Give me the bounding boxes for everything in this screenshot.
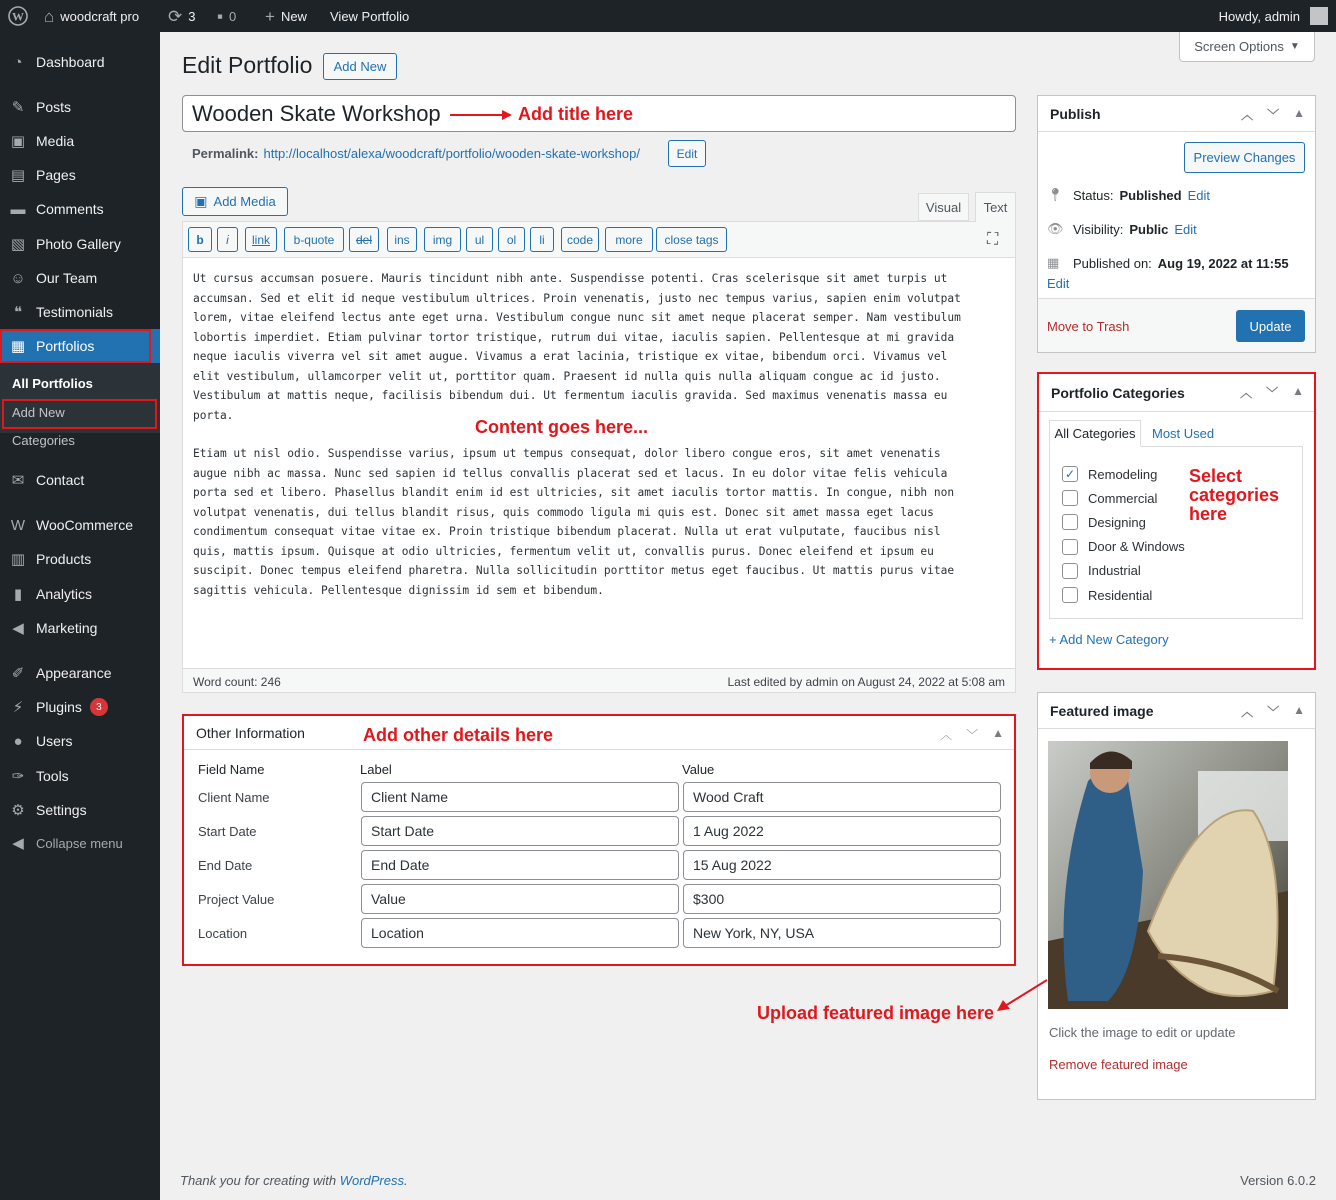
field-name-3: Project Value xyxy=(198,892,275,907)
category-designing[interactable] xyxy=(1062,514,1146,530)
field-name-4: Location xyxy=(198,926,248,941)
plugin-icon: ⚡ xyxy=(12,699,24,716)
permalink-edit-button[interactable]: Edit xyxy=(668,140,706,167)
quicktag-img-button[interactable]: img xyxy=(424,227,461,252)
footer-version: Version 6.0.2 xyxy=(1240,1173,1316,1188)
categories-annotation: Select categories here xyxy=(1189,466,1280,524)
sidebar-item-comments[interactable] xyxy=(0,192,160,226)
content-line: quis, mattis ipsum. Quisque at odio ultricies, fermentum velit ut, convallis purus. Donec eleifend et ipsum eu xyxy=(193,544,934,558)
featured-image[interactable] xyxy=(1048,741,1288,1009)
chevron-up-icon[interactable]: ︿ xyxy=(1241,705,1254,719)
category-door-windows[interactable] xyxy=(1062,539,1185,555)
sidebar-item-label: Marketing xyxy=(36,620,98,636)
move-to-trash-link[interactable]: Move to Trash xyxy=(1047,319,1130,334)
category-residential[interactable] xyxy=(1062,587,1152,603)
chevron-up-icon[interactable]: ︿ xyxy=(940,728,953,742)
chevron-down-icon[interactable]: ﹀ xyxy=(1267,705,1280,719)
quicktag-link-button[interactable]: link xyxy=(245,227,277,252)
sidebar-item-label: Posts xyxy=(36,99,72,115)
label-input-1[interactable] xyxy=(361,816,679,846)
quicktag-ul-button[interactable]: ul xyxy=(466,227,493,252)
sidebar-item-collapse-menu[interactable] xyxy=(0,826,160,860)
sidebar-item-settings[interactable] xyxy=(0,793,160,827)
published-value: Aug 19, 2022 at 11:55 xyxy=(1157,255,1289,271)
sidebar-item-label: Photo Gallery xyxy=(36,236,121,252)
value-input-0[interactable] xyxy=(683,782,1001,812)
header-value: Value xyxy=(682,762,715,777)
chevron-up-icon[interactable]: ︿ xyxy=(1241,108,1254,122)
category-checkbox[interactable] xyxy=(1062,587,1078,603)
view-portfolio-link[interactable] xyxy=(330,0,409,32)
content-line: porta sed et libero. Phasellus blandit enim id est ultricies, sit amet iaculis tortor mattis. In congue, nibh non xyxy=(193,486,955,499)
chevron-down-icon[interactable]: ﹀ xyxy=(1266,386,1279,400)
update-button[interactable]: Update xyxy=(1236,310,1305,342)
admin-bar xyxy=(0,0,1336,32)
featured-title: Featured image xyxy=(1050,702,1154,719)
status-value: Published xyxy=(1119,187,1182,203)
tab-text[interactable]: Text xyxy=(975,192,1016,222)
quicktag-b-button[interactable]: b xyxy=(188,227,212,252)
value-input-text: 15 Aug 2022 xyxy=(693,857,772,873)
published-label: Published on: xyxy=(1073,255,1152,271)
sidebar-item-label: Users xyxy=(36,733,73,749)
toggle-panel-icon[interactable]: ▲ xyxy=(1293,106,1305,120)
label-input-text: Client Name xyxy=(371,789,449,805)
updates-count: 3 xyxy=(188,8,196,24)
sidebar-item-appearance[interactable] xyxy=(0,656,160,690)
dashboard-icon: ◔ xyxy=(13,53,23,71)
users-icon: ● xyxy=(13,732,23,750)
quicktag-del-button[interactable]: del xyxy=(349,227,379,252)
tab-all-categories[interactable]: All Categories xyxy=(1049,420,1141,447)
sidebar-item-label: Our Team xyxy=(36,270,98,286)
screen-options-button[interactable] xyxy=(1179,32,1315,62)
plugins-update-badge: 3 xyxy=(90,698,108,716)
sidebar-item-label: Analytics xyxy=(36,586,93,602)
quicktag-li-button[interactable]: li xyxy=(530,227,554,252)
sidebar-item-testimonials[interactable] xyxy=(0,295,160,329)
toggle-panel-icon[interactable]: ▲ xyxy=(1292,384,1304,398)
collapse-icon: ◀ xyxy=(12,835,24,852)
title-arrow xyxy=(450,108,512,122)
content-line: Etiam ut nisl odio. Suspendisse varius, ipsum ut tempus consequat, dolor libero congue eros, sit amet venenatis xyxy=(193,447,941,460)
new-content-link[interactable] xyxy=(265,0,307,32)
plus-icon: + xyxy=(265,6,275,26)
sidebar-item-contact[interactable] xyxy=(0,463,160,497)
field-name-0: Client Name xyxy=(198,790,270,805)
category-industrial[interactable] xyxy=(1062,563,1141,579)
panel-arrows xyxy=(940,726,1004,743)
quote-icon: ❝ xyxy=(13,304,23,321)
value-input-1[interactable] xyxy=(683,816,1001,846)
featured-annotation: Upload featured image here xyxy=(757,1003,995,1023)
category-label: Designing xyxy=(1088,514,1146,530)
other-information-title: Other Information xyxy=(196,724,305,741)
sidebar-item-tools[interactable] xyxy=(0,759,160,793)
category-label: Door & Windows xyxy=(1088,539,1185,555)
content-line: condimentum consequat vitae vitae ex. Proin tristique bibendum placerat. Nulla ut erat vulputate, faucibus nisl xyxy=(193,525,941,538)
status-row xyxy=(1047,187,1210,203)
content-line: porta. xyxy=(193,408,234,422)
publish-title: Publish xyxy=(1050,105,1101,122)
content-line: Ut cursus accumsan posuere. Mauris tincidunt nibh ante. Suspendisse potenti. Cras scelerisque sit amet turpis ut xyxy=(193,272,948,285)
active-menu-pointer xyxy=(151,337,160,353)
sidebar-item-label: Portfolios xyxy=(36,338,95,354)
sidebar-item-our-team[interactable] xyxy=(0,261,160,295)
panel-arrows xyxy=(1241,703,1305,720)
published-row xyxy=(1047,255,1289,271)
visibility-row xyxy=(1047,221,1197,237)
category-label: Industrial xyxy=(1088,563,1141,579)
howdy-text: Howdy, admin xyxy=(1218,8,1300,24)
panel-arrows xyxy=(1241,106,1305,123)
content-line: elit vestibulum, ullamcorper velit ut, porttitor quam. Praesent id nulla quis nulla aliquam congue ac id justo. xyxy=(193,369,941,383)
last-edited: Last edited by admin on August 24, 2022 at 5:08 am xyxy=(727,675,1005,689)
wordpress-logo-icon[interactable] xyxy=(8,0,28,32)
word-count: Word count: 246 xyxy=(193,675,281,689)
content-line: augue nibh ac massa. Nunc sed sapien id tellus convallis placerat sed et lacus. In eu dolor vitae felis vehicula xyxy=(193,466,948,480)
add-new-category-link[interactable]: + Add New Category xyxy=(1049,632,1169,647)
content-line: volutpat venenatis, dui tellus blandit risus, quis commodo ligula mi quis est. Donec sit amet massa eget lacus xyxy=(193,505,934,519)
featured-header xyxy=(1038,693,1315,729)
sidebar-item-photo-gallery[interactable] xyxy=(0,227,160,261)
category-commercial[interactable] xyxy=(1062,490,1157,506)
value-input-text: 1 Aug 2022 xyxy=(693,823,764,839)
fullscreen-icon[interactable]: ⛶ xyxy=(987,231,999,248)
quicktag-ins-button[interactable]: ins xyxy=(387,227,417,252)
categories-header xyxy=(1039,374,1314,412)
category-checkbox[interactable]: ✓ xyxy=(1062,466,1078,482)
sidebar-item-label: Tools xyxy=(36,768,69,784)
sidebar-item-label: Contact xyxy=(36,472,85,488)
my-account[interactable] xyxy=(1219,0,1328,32)
settings-icon: ⚙ xyxy=(11,802,25,819)
new-label: New xyxy=(280,8,307,24)
value-input-text: Wood Craft xyxy=(693,789,764,805)
pin-icon: ✎ xyxy=(11,99,25,116)
status-edit-link[interactable]: Edit xyxy=(1187,187,1210,203)
content-line: neque iaculis viverra vel sit amet augue. Vivamus a erat lacinia, tristique ex vitae, bibendum orci. Vivamus vel xyxy=(193,350,948,363)
sidebar-item-label: Products xyxy=(36,551,92,567)
site-name: woodcraft pro xyxy=(60,8,140,24)
sidebar-item-label: Testimonials xyxy=(36,304,114,320)
label-input-text: Location xyxy=(371,925,424,941)
publish-header xyxy=(1038,96,1315,132)
other-information-header xyxy=(184,716,1014,750)
footer-thanks: Thank you for creating with WordPress. xyxy=(180,1173,408,1188)
sidebar-item-media[interactable] xyxy=(0,124,160,158)
sidebar-item-users[interactable] xyxy=(0,724,160,758)
content-line: accumsan. Sed et elit id neque vestibulum ultrices. Proin venenatis, justo nec tempus varius, sapien enim volutpat xyxy=(193,291,961,305)
products-icon: ▥ xyxy=(10,551,26,568)
megaphone-icon: ◀ xyxy=(12,620,24,637)
sidebar-item-label: Media xyxy=(36,133,75,149)
eye-icon: 👁︎ xyxy=(1047,221,1064,236)
sidebar-item-label: Plugins xyxy=(36,699,82,715)
quicktag-more-button[interactable]: more xyxy=(605,227,653,252)
category-label: Residential xyxy=(1088,587,1153,603)
sidebar-item-dashboard[interactable] xyxy=(0,45,160,79)
quicktag-close-tags-button[interactable]: close tags xyxy=(656,227,727,252)
media-icon: ▣ xyxy=(194,193,208,209)
label-input-3[interactable] xyxy=(361,884,679,914)
category-label: Commercial xyxy=(1088,490,1158,506)
sidebar-item-label: Pages xyxy=(36,167,76,183)
permalink-url[interactable]: http://localhost/alexa/woodcraft/portfolio/wooden-skate-workshop/ xyxy=(263,146,640,161)
editor-paragraph-1[interactable] xyxy=(193,269,961,425)
category-remodeling[interactable] xyxy=(1062,466,1157,482)
sidebar-item-label: Dashboard xyxy=(36,54,105,70)
value-input-2[interactable] xyxy=(683,850,1001,880)
sidebar-item-marketing[interactable] xyxy=(0,611,160,645)
media-icon: ▣ xyxy=(10,133,26,150)
sidebar-item-posts[interactable] xyxy=(0,90,160,124)
tab-visual[interactable]: Visual xyxy=(918,193,969,221)
published-edit-link[interactable]: Edit xyxy=(1047,276,1070,291)
comment-icon: ▬ xyxy=(10,200,26,218)
category-checkbox[interactable] xyxy=(1062,490,1078,506)
pin-icon: 📍︎ xyxy=(1047,187,1064,202)
preview-changes-button[interactable]: Preview Changes xyxy=(1184,142,1305,173)
wrench-icon: ✑ xyxy=(11,768,25,785)
content-line: sagittis vehicula. Pellentesque dignissim id sem et bibendum. xyxy=(193,583,604,597)
content-line: lorem, vitae eleifend lectus ante eget urna. Vestibulum congue nunc sit amet neque placerat semper. Nam vestibulum xyxy=(193,311,961,324)
chevron-down-icon[interactable]: ﹀ xyxy=(1267,108,1280,122)
value-input-3[interactable] xyxy=(683,884,1001,914)
post-title-text: Wooden Skate Workshop xyxy=(192,100,441,126)
category-label: Remodeling xyxy=(1088,466,1158,482)
add-new-highlight xyxy=(2,399,157,429)
sidebar-item-label: Collapse menu xyxy=(36,835,123,851)
category-checkbox[interactable] xyxy=(1062,539,1078,555)
brush-icon: ✐ xyxy=(11,665,25,682)
caret-down-icon: ▼ xyxy=(1289,41,1300,52)
content-line: suscipit. Donec tempus eleifend pharetra. Nulla sollicitudin porttitor metus eget faucibus. Ut mattis purus vitae xyxy=(193,564,955,577)
other-annotation: Add other details here xyxy=(363,725,554,745)
featured-arrow xyxy=(995,978,1050,1013)
field-name-1: Start Date xyxy=(198,824,257,839)
gallery-icon: ▧ xyxy=(10,236,26,253)
featured-hint: Click the image to edit or update xyxy=(1049,1025,1236,1040)
sidebar-item-label: WooCommerce xyxy=(36,517,133,533)
visibility-label: Visibility: xyxy=(1073,221,1124,237)
quicktag-code-button[interactable]: code xyxy=(561,227,599,252)
label-input-4[interactable] xyxy=(361,918,679,948)
refresh-icon: ⟳ xyxy=(168,6,183,26)
page-title: Edit Portfolio xyxy=(182,52,313,78)
remove-featured-image-link[interactable]: Remove featured image xyxy=(1049,1057,1188,1072)
permalink xyxy=(192,146,640,161)
submenu-add-new[interactable]: Add New xyxy=(12,405,65,420)
portfolios-highlight xyxy=(0,329,151,363)
portfolio-icon: ▦ xyxy=(10,338,26,355)
analytics-icon: ▮ xyxy=(13,586,23,603)
home-icon: ⌂ xyxy=(44,6,55,26)
category-checkbox[interactable] xyxy=(1062,563,1078,579)
value-input-4[interactable] xyxy=(683,918,1001,948)
categories-title: Portfolio Categories xyxy=(1051,384,1185,401)
view-portfolio-label: View Portfolio xyxy=(330,8,410,24)
mail-icon: ✉ xyxy=(11,472,25,489)
woo-icon: W xyxy=(10,516,26,534)
chevron-up-icon[interactable]: ︿ xyxy=(1240,386,1253,400)
add-new-button[interactable]: Add New xyxy=(323,53,397,80)
label-input-0[interactable] xyxy=(361,782,679,812)
chevron-down-icon[interactable]: ﹀ xyxy=(966,728,979,742)
team-icon: ☺ xyxy=(10,269,26,287)
quicktag-i-button[interactable]: i xyxy=(217,227,238,252)
header-label: Label xyxy=(360,762,392,777)
pages-icon: ▤ xyxy=(10,167,26,184)
wordpress-link[interactable]: WordPress xyxy=(339,1173,404,1188)
toggle-panel-icon[interactable]: ▲ xyxy=(992,726,1004,740)
label-input-text: Start Date xyxy=(371,823,435,839)
sidebar-item-label: Settings xyxy=(36,802,87,818)
content-line: Vestibulum at mattis neque, facilisis bibendum dui. Ut fermentum iaculis gravida. Sed maximus venenatis massa eu xyxy=(193,389,948,402)
permalink-label: Permalink: xyxy=(192,146,259,161)
avatar xyxy=(1310,7,1328,25)
editor-paragraph-2[interactable] xyxy=(193,444,954,600)
sidebar-item-label: Appearance xyxy=(36,665,112,681)
footer-thanks-text: Thank you for creating with xyxy=(180,1173,337,1188)
value-input-text: $300 xyxy=(693,891,725,907)
field-name-2: End Date xyxy=(198,858,253,873)
sidebar-item-pages[interactable] xyxy=(0,158,160,192)
add-media-label: Add Media xyxy=(213,194,276,209)
updates-link[interactable] xyxy=(168,0,195,32)
sidebar-item-plugins[interactable] xyxy=(0,690,160,724)
label-input-text: End Date xyxy=(371,857,430,873)
title-annotation: Add title here xyxy=(518,104,634,124)
sidebar-item-analytics[interactable] xyxy=(0,577,160,611)
add-media-button[interactable] xyxy=(182,187,288,216)
site-name-link[interactable] xyxy=(44,0,139,32)
status-label: Status: xyxy=(1073,187,1114,203)
comments-count: 0 xyxy=(229,8,237,24)
label-input-2[interactable] xyxy=(361,850,679,880)
sidebar-item-woocommerce[interactable] xyxy=(0,508,160,542)
panel-arrows xyxy=(1240,384,1304,401)
content-annotation: Content goes here... xyxy=(475,417,649,437)
svg-text:W: W xyxy=(12,9,24,24)
screen-options-label: Screen Options xyxy=(1194,39,1284,54)
toggle-panel-icon[interactable]: ▲ xyxy=(1293,703,1305,717)
content-line: lobortis imperdiet. Etiam pulvinar tortor tristique, rutrum dui vitae, iaculis sapien. Pellentesque at mi gravida xyxy=(193,330,955,344)
sidebar-item-products[interactable] xyxy=(0,542,160,576)
value-input-text: New York, NY, USA xyxy=(693,925,815,941)
submenu-all-portfolios[interactable]: All Portfolios xyxy=(12,376,93,391)
comments-link[interactable] xyxy=(217,0,236,32)
label-input-text: Value xyxy=(371,891,406,907)
category-checkbox[interactable] xyxy=(1062,514,1078,530)
visibility-value: Public xyxy=(1129,221,1169,237)
submenu-categories[interactable]: Categories xyxy=(12,433,75,448)
sidebar-item-label: Comments xyxy=(36,201,104,217)
tab-most-used[interactable]: Most Used xyxy=(1152,426,1215,441)
comment-icon: ▪ xyxy=(217,6,224,26)
quicktag-b-quote-button[interactable]: b-quote xyxy=(284,227,344,252)
quicktag-ol-button[interactable]: ol xyxy=(498,227,525,252)
header-field-name: Field Name xyxy=(198,762,265,777)
visibility-edit-link[interactable]: Edit xyxy=(1174,221,1197,237)
calendar-icon: ▦ xyxy=(1047,255,1060,270)
